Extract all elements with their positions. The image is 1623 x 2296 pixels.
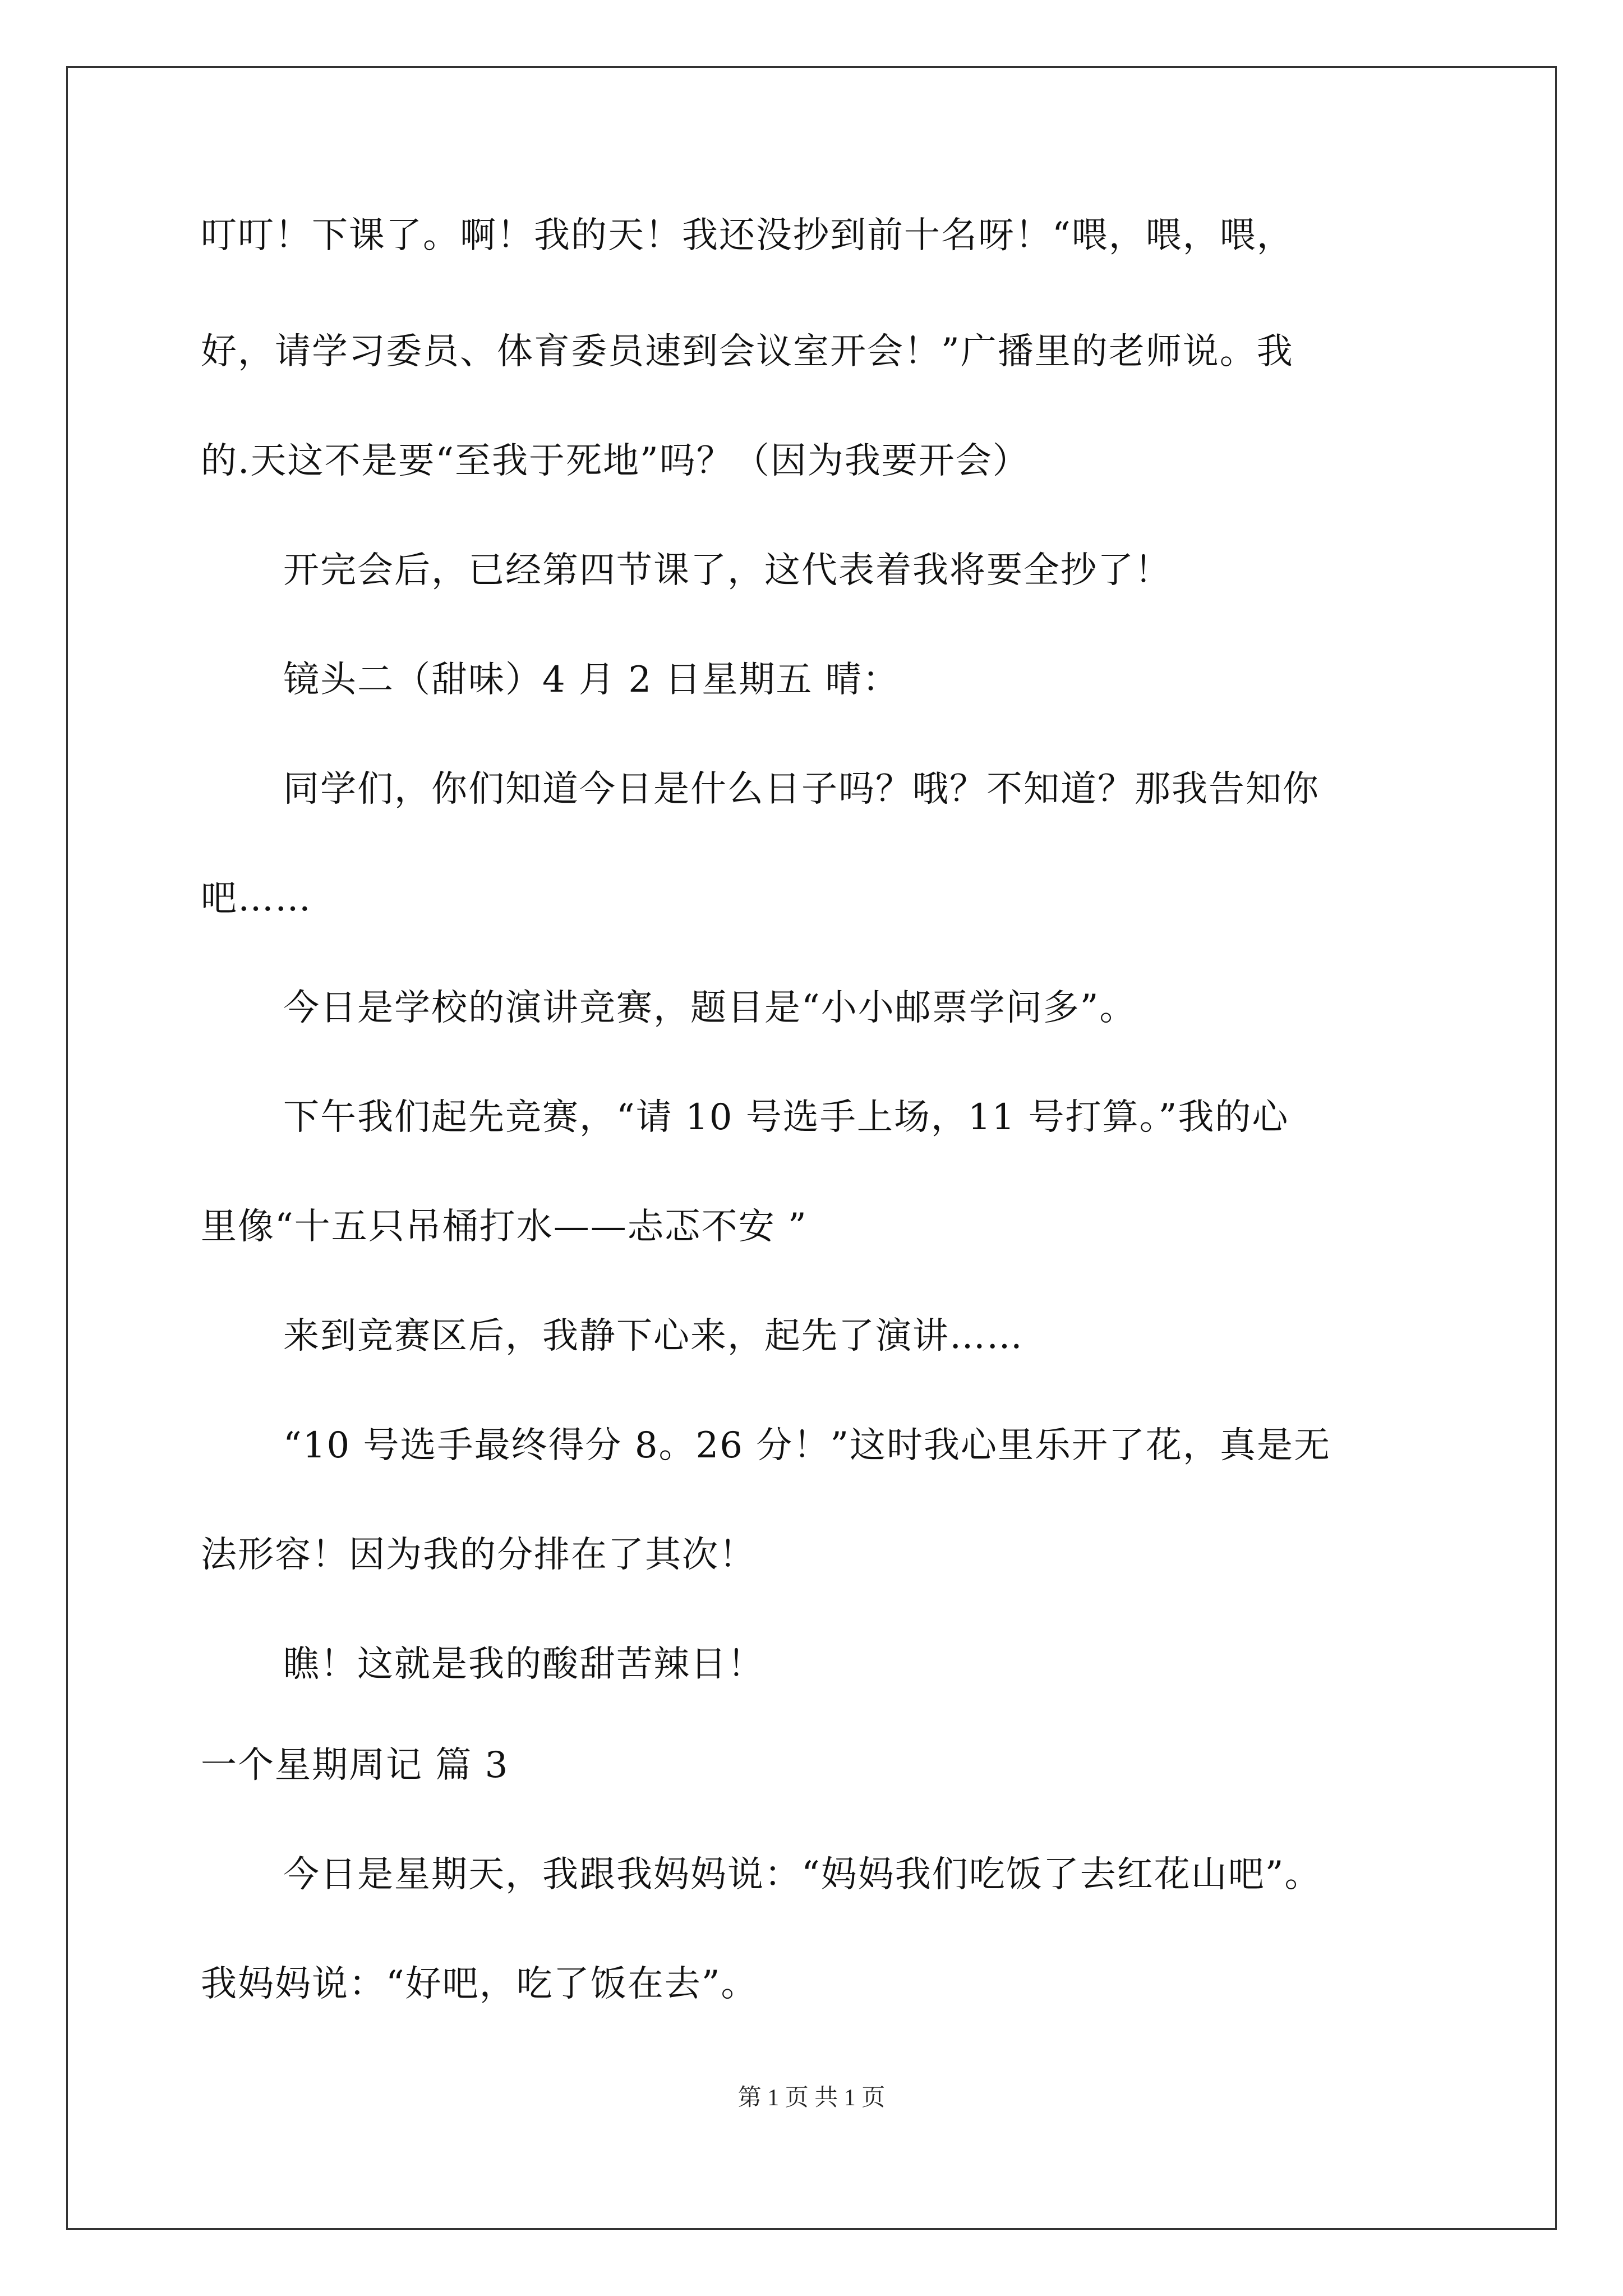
page-number-footer: 第 1 页 共 1 页	[737, 2085, 886, 2111]
body-line-8: 今日是学校的演讲竞赛，题目是“小小邮票学问多”。	[283, 987, 1137, 1029]
body-line-12: “10 号选手最终得分 8。26 分！”这时我心里乐开了花，真是无	[283, 1425, 1331, 1466]
body-line-11: 来到竞赛区后，我静下心来，起先了演讲……	[283, 1315, 1023, 1357]
body-line-4: 开完会后，已经第四节课了，这代表着我将要全抄了！	[283, 550, 1172, 591]
body-line-5: 镜头二（甜味）4 月 2 日星期五 晴：	[283, 659, 900, 701]
body-line-13: 法形容！因为我的分排在了其次！	[201, 1534, 756, 1576]
body-line-9: 下午我们起先竞赛，“请 10 号选手上场，11 号打算。”我的心	[283, 1097, 1289, 1138]
body-line-14: 瞧！这就是我的酸甜苦辣日！	[283, 1644, 764, 1685]
body-line-17: 我妈妈说：“好吧，吃了饭在去”。	[201, 1963, 758, 2005]
body-line-7: 吧……	[201, 878, 312, 919]
body-line-16: 今日是星期天，我跟我妈妈说：“妈妈我们吃饭了去红花山吧”。	[283, 1854, 1322, 1895]
section-heading: 一个星期周记 篇 3	[201, 1745, 509, 1786]
body-line-1: 叮叮！下课了。啊！我的天！我还没抄到前十名呀！“喂，喂，喂，	[201, 215, 1294, 256]
body-line-3: 的.天这不是要“至我于死地”吗？（因为我要开会）	[201, 440, 1030, 482]
body-line-10: 里像“十五只吊桶打水——忐忑不安 ”	[201, 1206, 808, 1248]
body-line-6: 同学们，你们知道今日是什么日子吗？哦？不知道？那我告知你	[283, 769, 1320, 810]
body-line-2: 好，请学习委员、体育委员速到会议室开会！”广播里的老师说。我	[201, 331, 1294, 372]
